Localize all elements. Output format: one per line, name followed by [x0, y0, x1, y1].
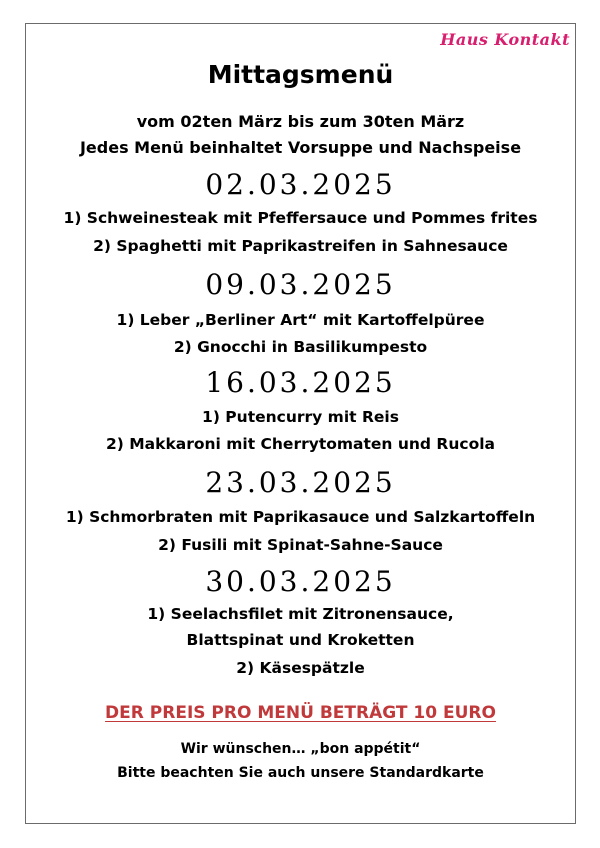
menu-item: Blattspinat und Kroketten — [186, 631, 415, 649]
menu-item: 1) Putencurry mit Reis — [202, 408, 399, 426]
day-date: 23.03.2025 — [205, 466, 396, 499]
menu-item: 2) Käsespätzle — [236, 659, 365, 677]
date-range: vom 02ten März bis zum 30ten März — [136, 112, 465, 131]
menu-item: 1) Seelachsfilet mit Zitronensauce, — [147, 605, 454, 623]
day-date: 02.03.2025 — [205, 168, 396, 201]
page-title: Mittagsmenü — [207, 60, 394, 89]
menu-item: 2) Spaghetti mit Paprikastreifen in Sahnesauce — [93, 237, 508, 255]
price-notice: DER PREIS PRO MENÜ BETRÄGT 10 EURO — [105, 703, 496, 723]
day-date: 16.03.2025 — [205, 366, 396, 399]
footer-greeting: Wir wünschen… „bon appétit“ — [180, 741, 421, 757]
brand-logo: Haus Kontakt — [440, 30, 570, 49]
menu-item: 2) Fusili mit Spinat-Sahne-Sauce — [158, 536, 443, 554]
menu-item: 2) Gnocchi in Basilikumpesto — [173, 338, 428, 356]
day-date: 30.03.2025 — [205, 565, 396, 598]
menu-item: 1) Schmorbraten mit Paprikasauce und Salzkartoffeln — [65, 508, 536, 526]
day-date: 09.03.2025 — [205, 268, 396, 301]
menu-item: 1) Schweinesteak mit Pfeffersauce und Pommes frites — [63, 209, 538, 227]
menu-item: 1) Leber „Berliner Art“ mit Kartoffelpüree — [116, 311, 485, 329]
footer-note: Bitte beachten Sie auch unsere Standardkarte — [117, 765, 484, 781]
menu-includes-note: Jedes Menü beinhaltet Vorsuppe und Nachspeise — [79, 138, 522, 157]
menu-item: 2) Makkaroni mit Cherrytomaten und Rucola — [105, 435, 495, 453]
